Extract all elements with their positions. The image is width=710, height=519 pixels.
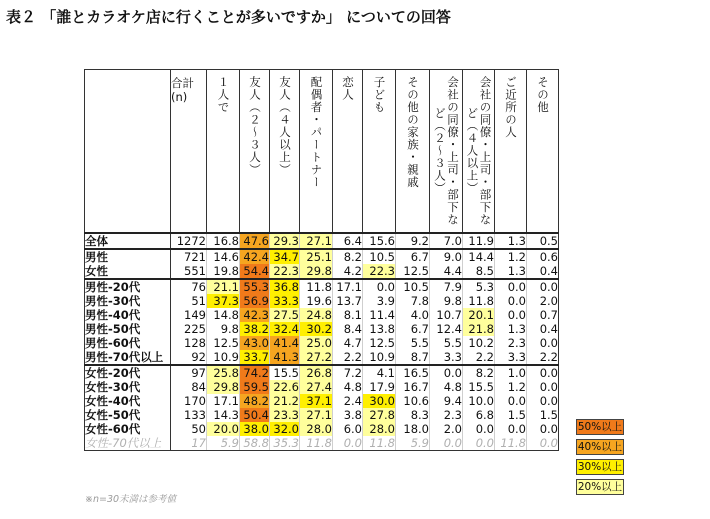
header-col-11 [527, 70, 559, 234]
value-cell: 50.4 [240, 408, 270, 422]
value-cell: 14.3 [207, 408, 240, 422]
value-cell: 15.5 [463, 380, 495, 394]
row-label: 男性-60代 [85, 336, 171, 350]
value-cell: 36.8 [270, 279, 300, 294]
value-cell: 11.8 [363, 436, 396, 451]
value-cell: 15.6 [363, 233, 396, 249]
value-cell: 26.8 [300, 365, 333, 380]
value-cell: 1.5 [495, 408, 527, 422]
header-corner [85, 70, 171, 234]
value-cell: 4.7 [333, 336, 363, 350]
value-cell: 0.0 [495, 394, 527, 408]
value-cell: 9.2 [396, 233, 430, 249]
value-cell: 17.9 [363, 380, 396, 394]
value-cell: 0.0 [527, 380, 559, 394]
value-cell: 19.6 [300, 294, 333, 308]
header-col-5 [333, 70, 363, 234]
value-cell: 29.8 [207, 380, 240, 394]
value-cell: 0.0 [527, 436, 559, 451]
table-row [85, 279, 559, 294]
value-cell: 6.4 [333, 233, 363, 249]
value-cell: 0.6 [527, 249, 559, 264]
value-cell: 6.7 [396, 322, 430, 336]
header-col-label: 子ども [372, 76, 387, 114]
page-title: 表２ 「誰とカラオケ店に行くことが多いですか」 についての回答 [6, 8, 451, 26]
value-cell: 8.3 [396, 408, 430, 422]
value-cell: 19.8 [207, 264, 240, 279]
value-cell: 12.5 [207, 336, 240, 350]
value-cell: 5.5 [430, 336, 463, 350]
row-label: 男性 [85, 249, 171, 264]
value-cell: 5.9 [207, 436, 240, 451]
value-cell: 8.1 [333, 308, 363, 322]
value-cell: 24.8 [300, 308, 333, 322]
value-cell: 28.0 [363, 422, 396, 436]
value-cell: 13.7 [333, 294, 363, 308]
table-row [85, 365, 559, 380]
value-cell: 0.7 [527, 308, 559, 322]
header-col-label: 恋人 [341, 76, 355, 101]
table-row [85, 308, 559, 322]
value-cell: 0.0 [363, 279, 396, 294]
table-row [85, 294, 559, 308]
row-label: 男性-20代 [85, 279, 171, 294]
value-cell: 0.0 [527, 422, 559, 436]
value-cell: 5.5 [396, 336, 430, 350]
header-col-7 [396, 70, 430, 234]
value-cell: 2.4 [333, 394, 363, 408]
value-cell: 17.1 [207, 394, 240, 408]
value-cell: 3.9 [363, 294, 396, 308]
value-cell: 7.9 [430, 279, 463, 294]
value-cell: 4.8 [333, 380, 363, 394]
value-cell: 2.3 [495, 336, 527, 350]
value-cell: 12.4 [430, 322, 463, 336]
header-col-label: その他の家族・親戚 [406, 76, 420, 189]
value-cell: 8.2 [333, 249, 363, 264]
value-cell: 27.4 [300, 380, 333, 394]
survey-table [84, 69, 559, 451]
row-label: 男性-70代以上 [85, 350, 171, 365]
row-n: 128 [171, 336, 207, 350]
value-cell: 27.1 [300, 233, 333, 249]
value-cell: 10.5 [396, 279, 430, 294]
value-cell: 12.5 [363, 336, 396, 350]
legend-item: 40%以上 [577, 441, 623, 453]
value-cell: 5.3 [463, 279, 495, 294]
value-cell: 9.8 [430, 294, 463, 308]
value-cell: 0.0 [430, 436, 463, 451]
row-n: 225 [171, 322, 207, 336]
value-cell: 0.0 [527, 336, 559, 350]
row-n: 170 [171, 394, 207, 408]
header-col-label: その他 [536, 76, 550, 114]
value-cell: 0.0 [527, 394, 559, 408]
value-cell: 6.7 [396, 249, 430, 264]
value-cell: 11.8 [300, 436, 333, 451]
value-cell: 11.4 [363, 308, 396, 322]
value-cell: 16.8 [207, 233, 240, 249]
header-col-label: 会社の同僚・上司・部下など（４人以上） [465, 76, 493, 226]
row-n: 50 [171, 422, 207, 436]
value-cell: 11.9 [463, 233, 495, 249]
value-cell: 38.0 [240, 422, 270, 436]
value-cell: 10.0 [463, 394, 495, 408]
header-col-2 [240, 70, 270, 234]
value-cell: 2.2 [463, 350, 495, 365]
value-cell: 8.4 [333, 322, 363, 336]
value-cell: 0.0 [463, 436, 495, 451]
row-n: 84 [171, 380, 207, 394]
value-cell: 0.4 [527, 264, 559, 279]
value-cell: 1.0 [495, 365, 527, 380]
color-legend [576, 419, 622, 499]
value-cell: 4.1 [363, 365, 396, 380]
value-cell: 9.8 [207, 322, 240, 336]
value-cell: 7.8 [396, 294, 430, 308]
row-label: 男性-50代 [85, 322, 171, 336]
value-cell: 5.9 [396, 436, 430, 451]
value-cell: 13.8 [363, 322, 396, 336]
value-cell: 4.4 [430, 264, 463, 279]
table-row [85, 249, 559, 264]
value-cell: 4.8 [430, 380, 463, 394]
value-cell: 0.0 [430, 365, 463, 380]
value-cell: 27.5 [270, 308, 300, 322]
value-cell: 14.8 [207, 308, 240, 322]
table-row [85, 350, 559, 365]
value-cell: 11.8 [300, 279, 333, 294]
value-cell: 1.3 [495, 233, 527, 249]
row-label: 男性-40代 [85, 308, 171, 322]
value-cell: 23.3 [270, 408, 300, 422]
value-cell: 27.8 [363, 408, 396, 422]
value-cell: 21.2 [270, 394, 300, 408]
value-cell: 3.3 [430, 350, 463, 365]
value-cell: 32.0 [270, 422, 300, 436]
row-n: 17 [171, 436, 207, 451]
value-cell: 8.5 [463, 264, 495, 279]
row-n: 51 [171, 294, 207, 308]
value-cell: 59.5 [240, 380, 270, 394]
value-cell: 1.2 [495, 380, 527, 394]
value-cell: 20.0 [207, 422, 240, 436]
value-cell: 4.2 [333, 264, 363, 279]
value-cell: 27.2 [300, 350, 333, 365]
row-label: 女性-50代 [85, 408, 171, 422]
value-cell: 8.7 [396, 350, 430, 365]
row-label: 全体 [85, 233, 171, 249]
value-cell: 58.8 [240, 436, 270, 451]
table-row [85, 436, 559, 451]
value-cell: 20.1 [463, 308, 495, 322]
value-cell: 0.5 [527, 233, 559, 249]
value-cell: 0.0 [333, 436, 363, 451]
value-cell: 14.4 [463, 249, 495, 264]
value-cell: 2.0 [527, 294, 559, 308]
value-cell: 1.3 [495, 322, 527, 336]
value-cell: 7.0 [430, 233, 463, 249]
legend-item: 20%以上 [577, 481, 623, 493]
header-col-10 [495, 70, 527, 234]
value-cell: 10.5 [363, 249, 396, 264]
value-cell: 22.3 [363, 264, 396, 279]
value-cell: 41.3 [270, 350, 300, 365]
value-cell: 35.3 [270, 436, 300, 451]
value-cell: 74.2 [240, 365, 270, 380]
value-cell: 0.0 [495, 294, 527, 308]
value-cell: 0.0 [527, 365, 559, 380]
table-row [85, 336, 559, 350]
row-label: 女性-40代 [85, 394, 171, 408]
value-cell: 1.5 [527, 408, 559, 422]
value-cell: 0.0 [463, 422, 495, 436]
value-cell: 30.0 [363, 394, 396, 408]
value-cell: 2.2 [527, 350, 559, 365]
value-cell: 55.3 [240, 279, 270, 294]
header-col-label: 友人（２～３人） [248, 76, 262, 176]
value-cell: 47.6 [240, 233, 270, 249]
value-cell: 25.8 [207, 365, 240, 380]
value-cell: 37.1 [300, 394, 333, 408]
value-cell: 0.0 [495, 279, 527, 294]
value-cell: 0.0 [495, 422, 527, 436]
header-col-label: ご近所の人 [504, 76, 518, 139]
header-col-1 [207, 70, 240, 234]
value-cell: 38.2 [240, 322, 270, 336]
value-cell: 9.0 [430, 249, 463, 264]
value-cell: 22.6 [270, 380, 300, 394]
value-cell: 2.3 [430, 408, 463, 422]
row-n: 76 [171, 279, 207, 294]
value-cell: 2.0 [430, 422, 463, 436]
value-cell: 56.9 [240, 294, 270, 308]
value-cell: 28.0 [300, 422, 333, 436]
value-cell: 42.4 [240, 249, 270, 264]
value-cell: 34.7 [270, 249, 300, 264]
value-cell: 11.8 [463, 294, 495, 308]
value-cell: 17.1 [333, 279, 363, 294]
value-cell: 29.3 [270, 233, 300, 249]
header-col-6 [363, 70, 396, 234]
row-n: 133 [171, 408, 207, 422]
value-cell: 30.2 [300, 322, 333, 336]
header-col-3 [270, 70, 300, 234]
row-label: 女性-70代以上 [85, 436, 171, 451]
value-cell: 37.3 [207, 294, 240, 308]
value-cell: 27.1 [300, 408, 333, 422]
value-cell: 48.2 [240, 394, 270, 408]
value-cell: 41.4 [270, 336, 300, 350]
value-cell: 1.3 [495, 264, 527, 279]
header-col-4 [300, 70, 333, 234]
table-row [85, 380, 559, 394]
header-row [85, 70, 559, 234]
header-col-8 [430, 70, 463, 234]
row-label: 女性-60代 [85, 422, 171, 436]
value-cell: 2.2 [333, 350, 363, 365]
value-cell: 0.0 [495, 308, 527, 322]
header-col-label: 友人（４人以上） [278, 76, 292, 176]
legend-item: 30%以上 [577, 461, 623, 473]
header-col-9 [463, 70, 495, 234]
row-n: 1272 [171, 233, 207, 249]
value-cell: 29.8 [300, 264, 333, 279]
value-cell: 11.8 [495, 436, 527, 451]
row-n: 721 [171, 249, 207, 264]
value-cell: 3.8 [333, 408, 363, 422]
value-cell: 32.4 [270, 322, 300, 336]
row-n: 149 [171, 308, 207, 322]
value-cell: 25.1 [300, 249, 333, 264]
value-cell: 8.2 [463, 365, 495, 380]
header-col-label: 会社の同僚・上司・部下など（２～３人） [433, 76, 460, 226]
header-col-label: 配偶者・パートナー [309, 76, 324, 189]
row-n: 551 [171, 264, 207, 279]
table-row [85, 264, 559, 279]
value-cell: 3.3 [495, 350, 527, 365]
value-cell: 10.9 [363, 350, 396, 365]
value-cell: 21.1 [207, 279, 240, 294]
value-cell: 10.7 [430, 308, 463, 322]
table-row [85, 408, 559, 422]
table-row [85, 322, 559, 336]
value-cell: 9.4 [430, 394, 463, 408]
header-n: 合計 (n) [171, 70, 207, 234]
value-cell: 12.5 [396, 264, 430, 279]
footnote: ※n=30未満は参考値 [85, 494, 177, 505]
value-cell: 6.0 [333, 422, 363, 436]
value-cell: 22.3 [270, 264, 300, 279]
header-col-label: １人で [216, 76, 231, 114]
row-label: 男性-30代 [85, 294, 171, 308]
value-cell: 14.6 [207, 249, 240, 264]
value-cell: 1.2 [495, 249, 527, 264]
row-label: 女性-20代 [85, 365, 171, 380]
value-cell: 43.0 [240, 336, 270, 350]
table-row [85, 422, 559, 436]
row-label: 女性 [85, 264, 171, 279]
value-cell: 10.6 [396, 394, 430, 408]
value-cell: 16.7 [396, 380, 430, 394]
row-n: 97 [171, 365, 207, 380]
value-cell: 4.0 [396, 308, 430, 322]
table-row [85, 394, 559, 408]
value-cell: 0.0 [527, 279, 559, 294]
value-cell: 33.3 [270, 294, 300, 308]
value-cell: 15.5 [270, 365, 300, 380]
value-cell: 10.9 [207, 350, 240, 365]
value-cell: 42.3 [240, 308, 270, 322]
value-cell: 0.4 [527, 322, 559, 336]
value-cell: 10.2 [463, 336, 495, 350]
value-cell: 18.0 [396, 422, 430, 436]
value-cell: 6.8 [463, 408, 495, 422]
row-label: 女性-30代 [85, 380, 171, 394]
value-cell: 7.2 [333, 365, 363, 380]
row-n: 92 [171, 350, 207, 365]
value-cell: 54.4 [240, 264, 270, 279]
value-cell: 25.0 [300, 336, 333, 350]
value-cell: 16.5 [396, 365, 430, 380]
table-row [85, 233, 559, 249]
value-cell: 33.7 [240, 350, 270, 365]
legend-item: 50%以上 [577, 421, 623, 433]
value-cell: 21.8 [463, 322, 495, 336]
